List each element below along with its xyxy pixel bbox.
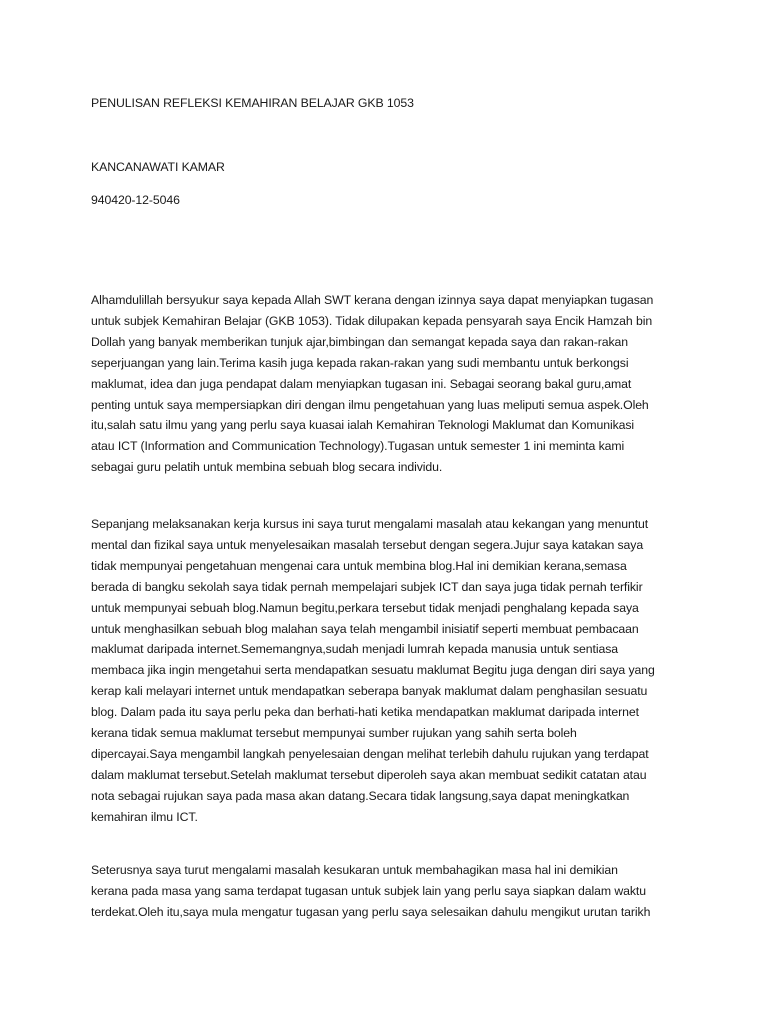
paragraph-line: penting untuk saya mempersiapkan diri dengan ilmu pengetahuan yang luas meliputi semua aspek.Oleh <box>91 397 649 412</box>
author-name: KANCANAWATI KAMAR <box>91 160 225 174</box>
paragraph-line: dipercayai.Saya mengambil langkah penyelesaian dengan melihat terlebih dahulu rujukan yang terdapat <box>91 746 649 761</box>
paragraph-line: maklumat, idea dan juga pendapat dalam menyiapkan tugasan ini. Sebagai seorang bakal guru,amat <box>91 376 632 391</box>
paragraph-line: seperjuangan yang lain.Terima kasih juga kepada rakan-rakan yang sudi membantu untuk berkongsi <box>91 355 629 370</box>
paragraph-line: Sepanjang melaksanakan kerja kursus ini saya turut mengalami masalah atau kekangan yang menuntut <box>91 517 649 531</box>
paragraph-line: membaca jika ingin mengetahui serta mendapatkan sesuatu maklumat Begitu juga dengan diri saya yang <box>91 663 655 678</box>
paragraph-line: Seterusnya saya turut mengalami masalah kesukaran untuk membahagikan masa hal ini demikian <box>91 863 618 877</box>
paragraph-line: tidak mempunyai pengetahuan mengenai cara untuk membina blog.Hal ini demikian kerana,semasa <box>91 558 627 573</box>
paragraph-line: sebagai guru pelatih untuk membina sebuah blog secara individu. <box>91 460 443 475</box>
document-title: PENULISAN REFLEKSI KEMAHIRAN BELAJAR GKB 1053 <box>91 96 414 110</box>
paragraph-line: Dollah yang banyak memberikan tunjuk ajar,bimbingan dan semangat kepada saya dan rakan-rakan <box>91 334 628 349</box>
paragraph-line: maklumat daripada internet.Sememangnya,sudah menjadi lumrah kepada manusia untuk sentiasa <box>91 642 619 657</box>
paragraph-line: mental dan fizikal saya untuk menyelesaikan masalah tersebut dengan segera.Jujur saya katakan saya <box>91 537 644 552</box>
paragraph-line: terdekat.Oleh itu,saya mula mengatur tugasan yang perlu saya selesaikan dahulu mengikut urutan tarikh <box>91 904 651 919</box>
paragraph-line: untuk mempunyai sebuah blog.Namun begitu,perkara tersebut tidak menjadi penghalang kepada saya <box>91 600 639 615</box>
paragraph-challenges <box>91 514 691 828</box>
paragraph-line: berada di bangku sekolah saya tidak pernah mempelajari subjek ICT dan saya juga tidak pernah terfikir <box>91 579 643 594</box>
paragraph-line: dalam maklumat tersebut.Setelah maklumat tersebut diperoleh saya akan membuat sedikit catatan atau <box>91 767 647 782</box>
paragraph-line: kerana tidak semua maklumat tersebut mempunyai sumber rujukan yang sahih serta boleh <box>91 726 577 741</box>
paragraph-line: kerana pada masa yang sama terdapat tugasan untuk subjek lain yang perlu saya siapkan dalam waktu <box>91 883 646 898</box>
paragraph-line: kerap kali melayari internet untuk mendapatkan seberapa banyak maklumat dalam penghasilan sesuatu <box>91 684 648 699</box>
paragraph-line: kemahiran ilmu ICT. <box>91 809 198 824</box>
paragraph-line: atau ICT (Information and Communication Technology).Tugasan untuk semester 1 ini meminta kami <box>91 439 625 454</box>
paragraph-line: nota sebagai rujukan saya pada masa akan datang.Secara tidak langsung,saya dapat meningkatkan <box>91 788 630 803</box>
paragraph-line: untuk menghasilkan sebuah blog malahan saya telah mengambil inisiatif seperti membuat pembacaan <box>91 621 639 636</box>
id-number: 940420-12-5046 <box>91 193 180 207</box>
paragraph-line: itu,salah satu ilmu yang yang perlu saya kuasai ialah Kemahiran Teknologi Maklumat dan Komunikasi <box>91 418 635 433</box>
paragraph-line: untuk subjek Kemahiran Belajar (GKB 1053). Tidak dilupakan kepada pensyarah saya Encik Hamzah bin <box>91 313 653 328</box>
paragraph-acknowledgement <box>91 290 691 478</box>
paragraph-line: Alhamdulillah bersyukur saya kepada Allah SWT kerana dengan izinnya saya dapat menyiapkan tugasan <box>91 293 654 307</box>
paragraph-time-management <box>91 860 691 923</box>
paragraph-line: blog. Dalam pada itu saya perlu peka dan berhati-hati ketika mendapatkan maklumat daripada internet <box>91 705 639 720</box>
